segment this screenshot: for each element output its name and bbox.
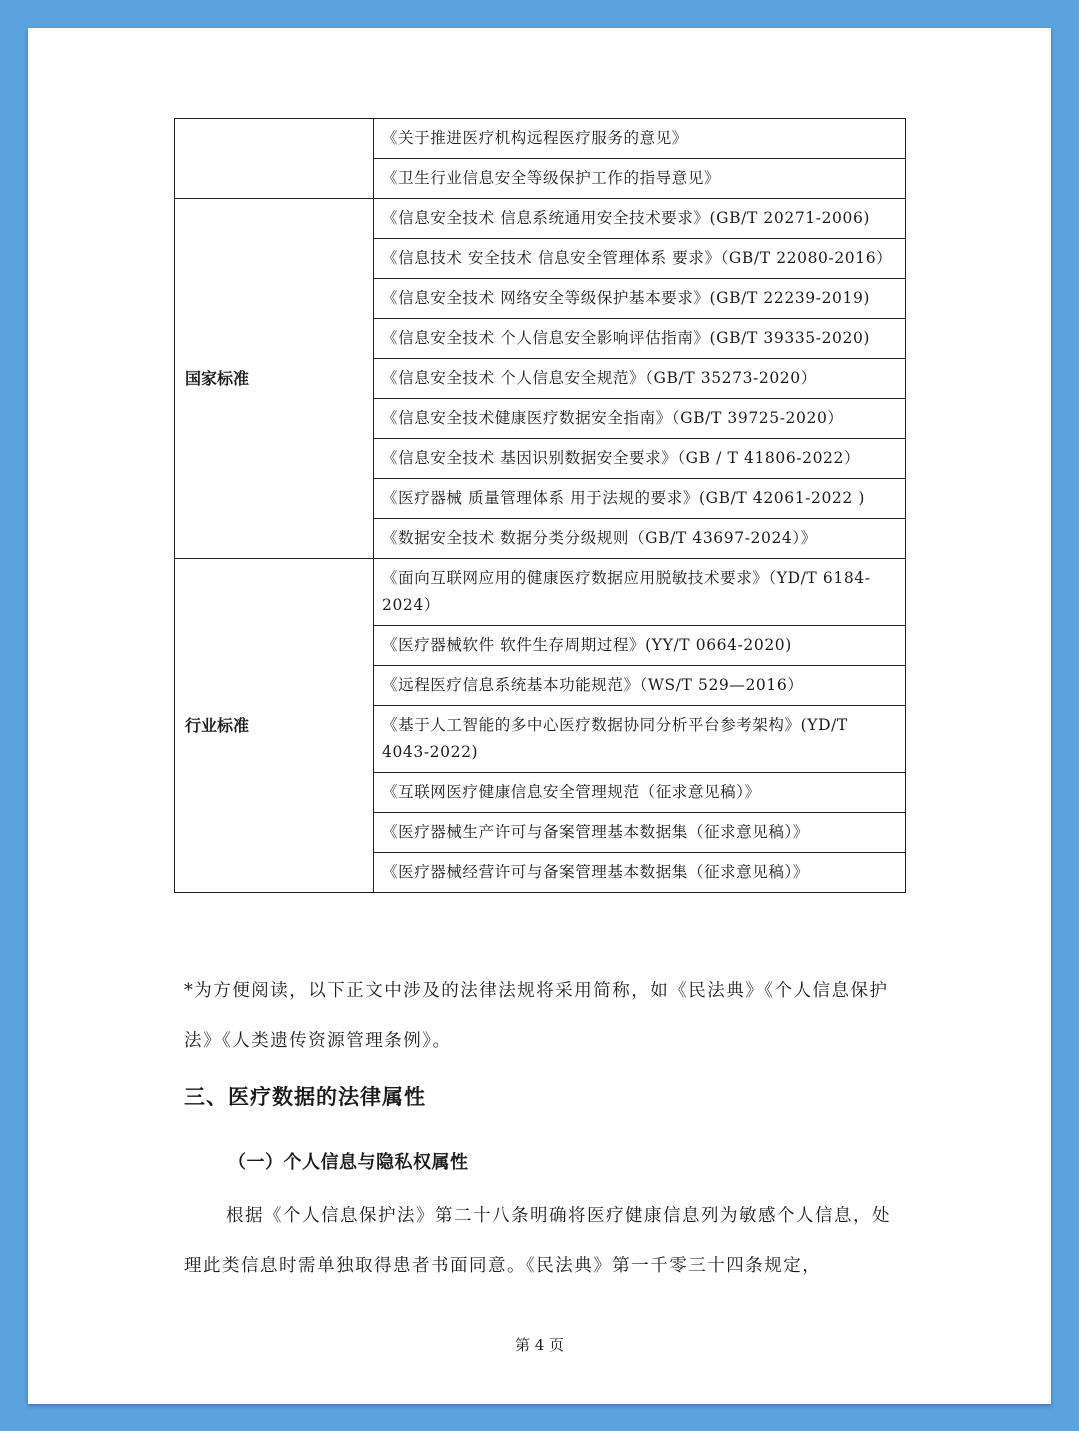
category-national-standards: 国家标准 [175,199,374,559]
standard-item: 《信息安全技术 个人信息安全影响评估指南》(GB/T 39335-2020) [374,319,906,359]
standard-item: 《医疗器械经营许可与备案管理基本数据集（征求意见稿）》 [374,853,906,893]
standard-item: 《互联网医疗健康信息安全管理规范（征求意见稿）》 [374,773,906,813]
table-row [175,119,906,159]
standard-item: 《信息安全技术 网络安全等级保护基本要求》(GB/T 22239-2019) [374,279,906,319]
body-paragraph: 根据《个人信息保护法》第二十八条明确将医疗健康信息列为敏感个人信息，处理此类信息时需单独取得患者书面同意。《民法典》第一千零三十四条规定， [184,1206,891,1276]
category-cell [175,119,374,199]
document-page [28,28,1051,1404]
standard-item: 《信息安全技术 个人信息安全规范》（GB/T 35273-2020） [374,359,906,399]
subsection-heading: （一）个人信息与隐私权属性 [228,1152,469,1173]
standard-item: 《数据安全技术 数据分类分级规则（GB/T 43697-2024）》 [374,519,906,559]
standard-item: 《信息安全技术 信息系统通用安全技术要求》(GB/T 20271-2006) [374,199,906,239]
table-row [175,559,906,626]
standard-item: 《信息技术 安全技术 信息安全管理体系 要求》（GB/T 22080-2016） [374,239,906,279]
standard-item: 《基于人工智能的多中心医疗数据协同分析平台参考架构》(YD/T 4043-2022) [374,706,906,773]
standard-item: 《关于推进医疗机构远程医疗服务的意见》 [374,119,906,159]
standard-item: 《医疗器械生产许可与备案管理基本数据集（征求意见稿）》 [374,813,906,853]
standard-item: 《远程医疗信息系统基本功能规范》（WS/T 529—2016） [374,666,906,706]
standard-item: 《医疗器械 质量管理体系 用于法规的要求》(GB/T 42061-2022 ) [374,479,906,519]
standards-table [174,118,906,893]
standard-item: 《信息安全技术 基因识别数据安全要求》（GB / T 41806-2022） [374,439,906,479]
table-row [175,199,906,239]
standard-item: 《卫生行业信息安全等级保护工作的指导意见》 [374,159,906,199]
page-number: 第 4 页 [514,1336,565,1354]
abbreviation-note: *为方便阅读，以下正文中涉及的法律法规将采用简称，如《民法典》《个人信息保护法》《人类遗传资源管理条例》。 [184,981,889,1051]
standard-item: 《医疗器械软件 软件生存周期过程》(YY/T 0664-2020) [374,626,906,666]
category-industry-standards: 行业标准 [175,559,374,893]
standard-item: 《面向互联网应用的健康医疗数据应用脱敏技术要求》（YD/T 6184-2024） [374,559,906,626]
section-heading: 三、医疗数据的法律属性 [184,1085,426,1109]
standard-item: 《信息安全技术健康医疗数据安全指南》（GB/T 39725-2020） [374,399,906,439]
